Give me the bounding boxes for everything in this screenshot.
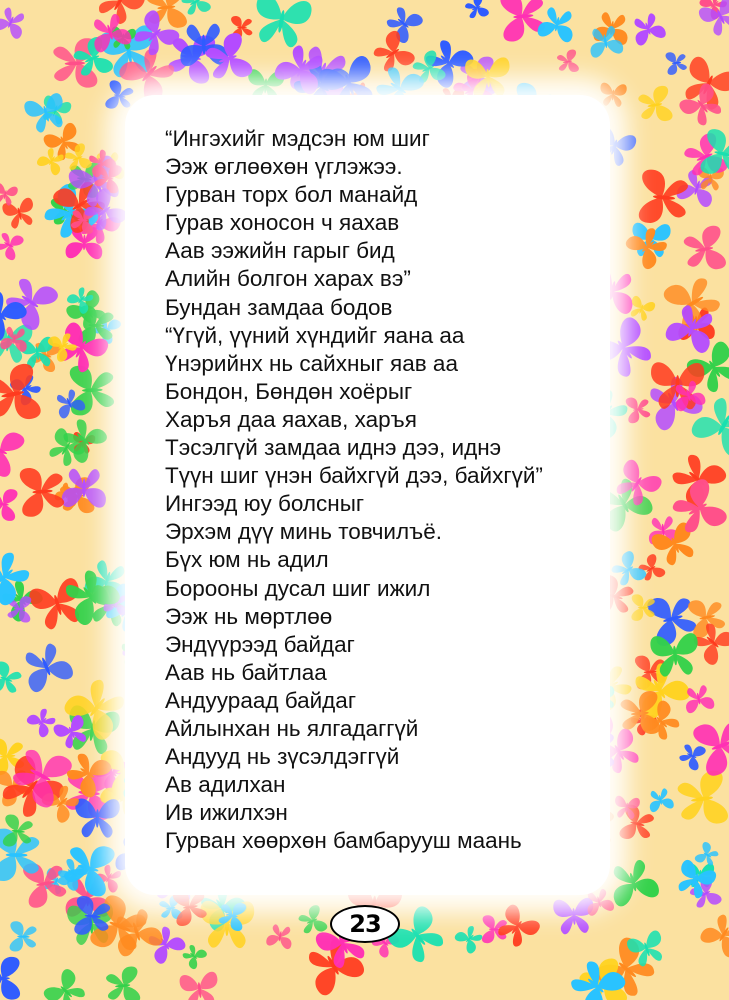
poem-line: Эндүүрээд байдаг	[165, 631, 355, 657]
poem-line: Аав ээжийн гарыг бид	[165, 238, 395, 264]
butterfly-icon	[0, 182, 19, 207]
poem-line: Аав нь байтлаа	[165, 659, 327, 685]
page-number: 23	[349, 910, 381, 938]
butterfly-icon	[682, 225, 727, 275]
butterfly-icon	[179, 971, 221, 1000]
page-number-badge	[330, 905, 400, 943]
butterfly-icon	[0, 487, 18, 522]
butterfly-icon	[629, 11, 667, 47]
poem-line: Бондон, Бөндөн хоёрыг	[165, 378, 413, 404]
poem-line: Бүх юм нь адил	[165, 547, 329, 573]
butterfly-icon	[250, 0, 313, 50]
poem-line: Алийн болгон харах вэ”	[165, 266, 411, 292]
butterfly-icon	[42, 967, 91, 1000]
poem-line: Айлынхан нь ялгадаггүй	[165, 715, 419, 741]
poem-line: “Ингэхийг мэдсэн юм шиг	[165, 126, 430, 151]
poem-line: Харъя даа яахав, харъя	[165, 406, 417, 432]
poem-line: Ингээд юу болсныг	[165, 491, 365, 517]
butterfly-icon	[266, 923, 295, 949]
butterfly-icon	[0, 957, 20, 1000]
poem-line: Эрхэм дүү минь товчилъё.	[165, 519, 442, 545]
butterfly-icon	[500, 0, 546, 42]
poem-line: Андууд нь зүсэлдэггүй	[165, 744, 400, 770]
butterfly-icon	[625, 395, 651, 424]
poem-line: Гурван хөөрхөн бамбарууш маань	[165, 828, 522, 854]
poem-line: Ав адилхан	[165, 772, 286, 798]
butterfly-icon	[698, 910, 729, 960]
poem-line: Бундан замдаа бодов	[165, 294, 393, 320]
butterfly-icon	[0, 270, 61, 332]
butterfly-icon	[463, 0, 490, 22]
butterfly-icon	[17, 639, 75, 694]
butterfly-icon	[0, 5, 29, 40]
butterfly-icon	[9, 921, 36, 952]
poem-line: Гурав хоносон ч яахав	[165, 210, 400, 236]
butterfly-icon	[665, 50, 687, 75]
poem-line: Андуураад байдаг	[165, 687, 357, 713]
poem-line: Бороoны дусал шиг ижил	[165, 575, 431, 601]
butterfly-icon	[553, 897, 595, 935]
poem-text	[165, 125, 595, 855]
poem-line: Үнэрийнх нь сайхныг яав аа	[165, 350, 458, 376]
butterfly-icon	[0, 362, 42, 426]
butterfly-icon	[647, 787, 675, 813]
butterfly-icon	[453, 922, 486, 955]
butterfly-icon	[606, 857, 661, 908]
poem-line: Ээж нь мөртлөө	[165, 603, 333, 629]
butterfly-icon	[25, 705, 59, 739]
poem-line: “Үгүй, үүний хүндийг яана аа	[165, 322, 465, 348]
butterfly-icon	[105, 966, 141, 1000]
poem-line: Тэсэлгүй замдаа иднэ дээ, иднэ	[165, 435, 502, 461]
butterfly-icon	[687, 596, 727, 639]
butterfly-icon	[637, 85, 674, 125]
poem-line: Түүн шиг үнэн байхгүй дээ, байхгүй”	[165, 463, 543, 489]
poem-line: Гурван торх бол манайд	[165, 182, 418, 208]
butterfly-icon	[599, 82, 627, 107]
butterfly-icon	[0, 228, 25, 261]
butterfly-icon	[0, 660, 24, 698]
poem-line: Ив ижилхэн	[165, 800, 288, 826]
butterfly-icon	[677, 740, 707, 772]
butterfly-icon	[556, 49, 579, 75]
poem-line: Ээж өглөөхөн үглэжээ.	[165, 154, 403, 180]
butterfly-icon	[536, 5, 577, 43]
butterfly-icon	[19, 466, 65, 518]
butterfly-icon	[676, 769, 729, 828]
